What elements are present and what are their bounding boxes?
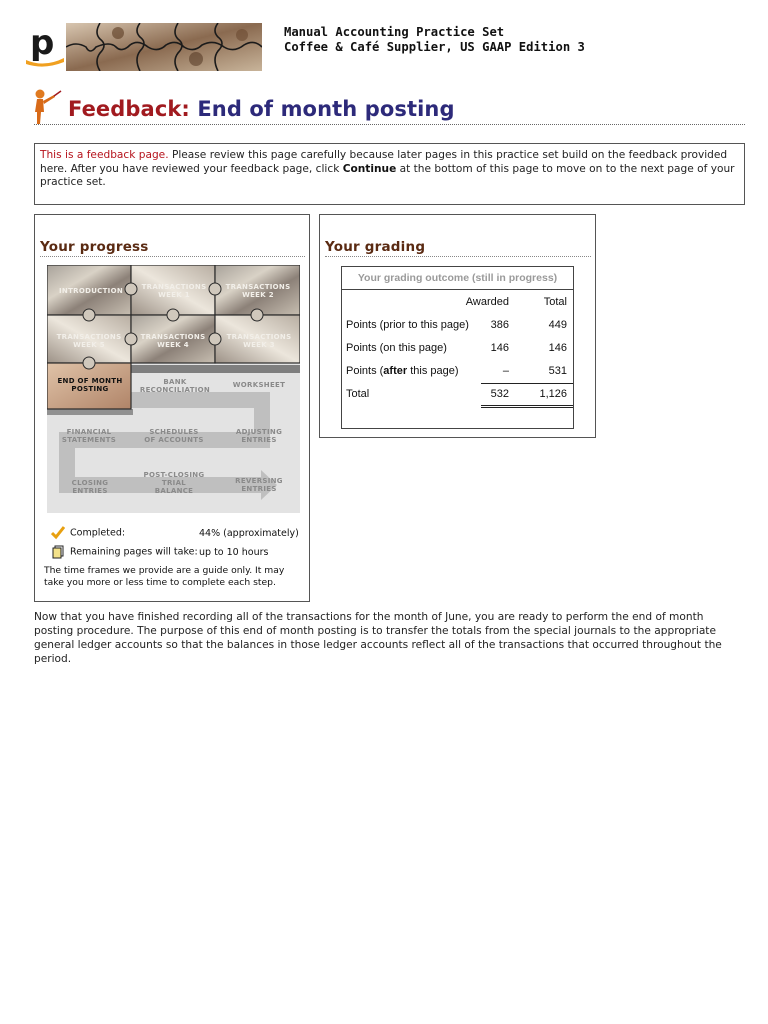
step-worksheet: WORKSHEET xyxy=(232,381,286,389)
completed-value xyxy=(199,528,299,539)
puzzle-banner-image xyxy=(66,23,262,71)
row-label-bold: after xyxy=(383,365,408,377)
notice-text-1: Please review this page carefully because later pages in this practice set build on the feedback provided here. After you have reviewed your feedback page, click xyxy=(40,149,728,175)
step-transactions-week-4: TRANSACTIONS WEEK 4 xyxy=(140,333,206,349)
step-end-of-month-posting: END OF MONTH POSTING xyxy=(57,377,123,393)
time-frame-footnote: The time frames we provide are a guide only. It may take you more or less time to complete each step. xyxy=(44,565,285,588)
row-total: 449 xyxy=(548,319,567,331)
table-row xyxy=(342,319,573,333)
step-transactions-week-3: TRANSACTIONS WEEK 3 xyxy=(226,333,292,349)
course-title-line2: Coffee & Café Supplier, US GAAP Edition 3 xyxy=(284,40,585,54)
remaining-label: Remaining pages will take: xyxy=(70,546,198,558)
remaining-value: up to 10 hours xyxy=(199,547,269,558)
col-total-header: Total xyxy=(543,296,567,308)
row-awarded: 146 xyxy=(490,342,509,354)
row-awarded: 386 xyxy=(490,319,509,331)
grading-title: Your grading xyxy=(325,239,426,255)
heading-divider xyxy=(34,124,745,125)
step-transactions-week-1: TRANSACTIONS WEEK 1 xyxy=(141,283,207,299)
notice-lead: This is a feedback page. xyxy=(40,149,169,161)
row-awarded: – xyxy=(502,365,509,377)
step-transactions-week-5: TRANSACTIONS WEEK 5 xyxy=(56,333,122,349)
step-post-closing-trial-balance: POST-CLOSING TRIAL BALANCE xyxy=(143,471,205,495)
grading-title-rule xyxy=(325,256,591,257)
step-bank-reconciliation: BANK RECONCILIATION xyxy=(139,378,211,394)
step-financial-statements: FINANCIAL STATEMENTS xyxy=(61,428,117,444)
course-title xyxy=(284,25,585,55)
progress-title: Your progress xyxy=(40,239,149,255)
total-awarded: 532 xyxy=(490,388,509,400)
table-row xyxy=(342,342,573,356)
feedback-notice xyxy=(34,143,745,205)
body-paragraph: Now that you have finished recording all of the transactions for the month of June, you are ready to perform the end of month posting procedure. The purpose of this end of month posting is to transfer the totals from the special journals to the appropriate general ledger accounts so that the balances in those ledger accounts reflect all of the transactions that occurred throughout the period. xyxy=(34,611,722,665)
remaining-row xyxy=(51,545,269,559)
grading-outcome-table xyxy=(341,266,574,429)
completed-percent: 44% xyxy=(199,528,221,539)
table-header-row xyxy=(342,296,573,310)
row-total: 531 xyxy=(548,365,567,377)
progress-map xyxy=(47,265,300,513)
row-label-pre: Points ( xyxy=(346,365,384,377)
total-label: Total xyxy=(346,388,370,400)
completed-label: Completed: xyxy=(70,527,126,539)
feedback-mascot-icon xyxy=(28,88,62,126)
grading-outcome-title: Your grading outcome (still in progress) xyxy=(342,267,573,290)
notice-continue: Continue xyxy=(342,162,397,175)
total-double-rule xyxy=(481,405,573,408)
progress-title-rule xyxy=(40,256,305,257)
total-row xyxy=(342,388,573,402)
logo-letter: p xyxy=(30,24,55,63)
checkmark-icon xyxy=(51,526,65,540)
row-label: Points (prior to this page) xyxy=(346,319,469,331)
step-closing-entries: CLOSING ENTRIES xyxy=(71,479,109,495)
subtotal-rule xyxy=(481,383,573,384)
completed-row xyxy=(51,526,299,540)
step-introduction: INTRODUCTION xyxy=(59,287,123,295)
page-title xyxy=(68,97,455,121)
completed-note: (approximately) xyxy=(220,528,299,539)
step-transactions-week-2: TRANSACTIONS WEEK 2 xyxy=(225,283,291,299)
row-label xyxy=(346,365,459,377)
page-title-text: End of month posting xyxy=(197,97,455,121)
page-title-keyword: Feedback: xyxy=(68,97,190,121)
pages-icon xyxy=(51,545,65,559)
total-total: 1,126 xyxy=(539,388,567,400)
row-total: 146 xyxy=(548,342,567,354)
step-schedules-of-accounts: SCHEDULES OF ACCOUNTS xyxy=(144,428,204,444)
grading-panel xyxy=(319,214,596,438)
table-row xyxy=(342,365,573,379)
row-label: Points (on this page) xyxy=(346,342,447,354)
step-reversing-entries: REVERSING ENTRIES xyxy=(235,477,283,493)
notice-text-2: at the bottom of this page to move on to the next page of your practice set. xyxy=(40,162,735,188)
pearson-logo xyxy=(24,24,66,68)
row-label-post: this page) xyxy=(407,365,459,377)
step-adjusting-entries: ADJUSTING ENTRIES xyxy=(235,428,283,444)
col-awarded-header: Awarded xyxy=(465,296,509,308)
course-title-line1: Manual Accounting Practice Set xyxy=(284,25,505,39)
progress-panel xyxy=(34,214,310,602)
